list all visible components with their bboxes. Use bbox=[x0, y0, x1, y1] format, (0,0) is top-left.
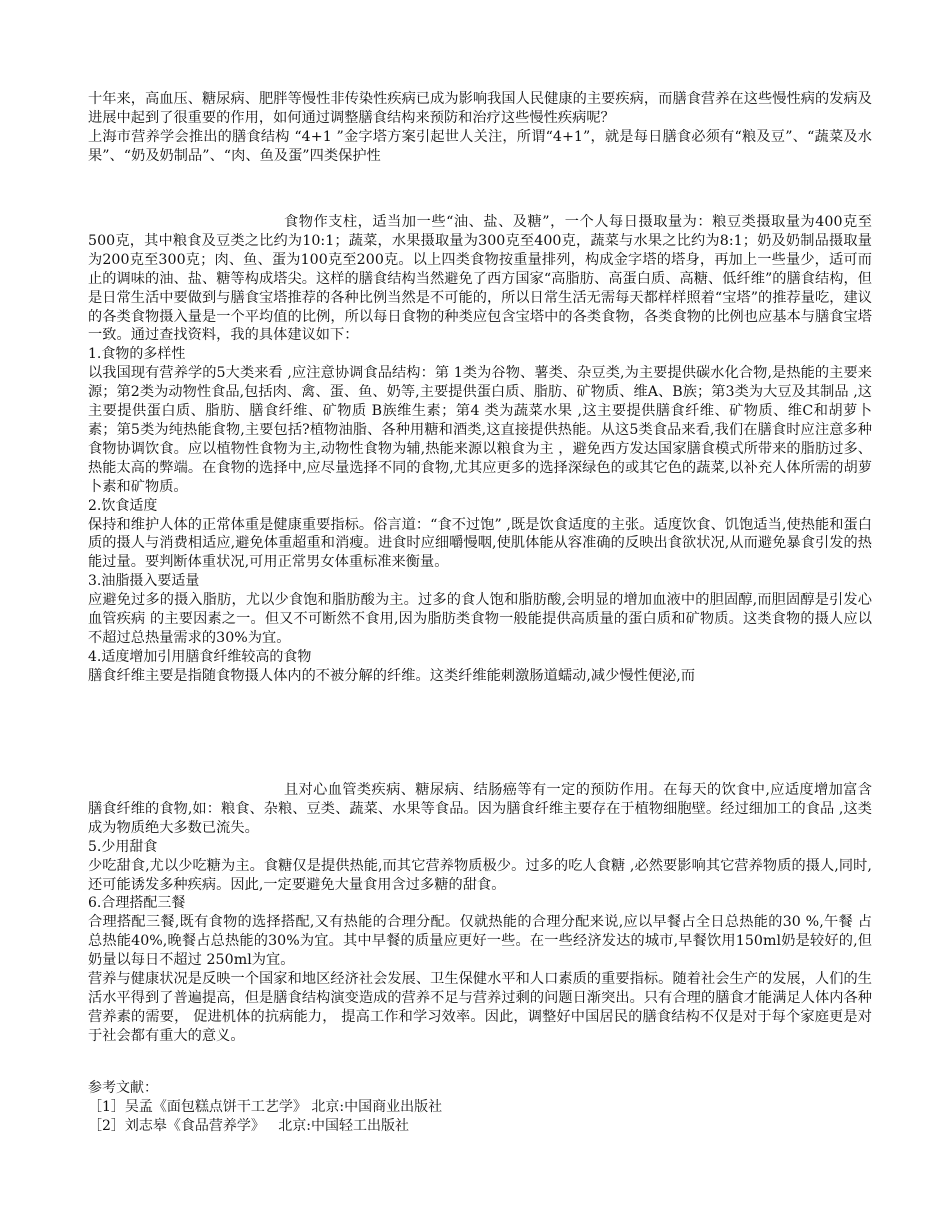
reference-item: ［2］刘志皋《食品营养学》 北京:中国轻工出版社 bbox=[88, 1117, 409, 1134]
intro-paragraph: 十年来，高血压、糖尿病、肥胖等慢性非传染性疾病已成为影响我国人民健康的主要疾病，而膳食营养在这些慢性病的发病及进展中起到了很重要的作用，如何通过调整膳食结构来预防和治疗这些慢性疾病呢？ bbox=[88, 91, 872, 126]
section-heading-fat: 3.油脂摄入要适量 bbox=[88, 573, 200, 590]
section-body-fiber: 膳食纤维主要是指随食物摄人体内的不被分解的纤维。这类纤维能刺激肠道蠕动,减少慢性便泌,而 bbox=[88, 667, 696, 684]
references-section bbox=[88, 1079, 872, 1136]
section-body-meals: 合理搭配三餐,既有食物的选择搭配,又有热能的合理分配。仅就热能的合理分配来说,应以早餐占全日总热能的30 %,午餐 占总热能40%,晚餐占总热能的30%为宜。其中早餐的质量应更好一些。在一些经济发达的城市,早餐饮用150ml奶是较好的,但奶量以每日不超过 250ml为宜。 bbox=[88, 914, 872, 969]
section-body-sugar: 少吃甜食,尤以少吃糖为主。食糖仅是提供热能,而其它营养物质极少。过多的吃人食糖 ,必然要影响其它营养物质的摄人,同时,还可能诱发多种疾病。因此,一定要避免大量食用含过多糖的甜食。 bbox=[88, 857, 872, 893]
conclusion-paragraph: 营养与健康状况是反映一个国家和地区经济社会发展、卫生保健水平和人口素质的重要指标。随着社会生产的发展，人们的生活水平得到了普遍提高，但是膳食结构演变造成的营养不足与营养过剩的问题日渐突出。只有合理的膳食才能满足人体内各种营养素的需要， 促进机体的抗病能力， 提高工作和学习效率。因此，调整好中国居民的膳食结构不仅是对于每个家庭更是对于社会都有重大的意义。 bbox=[88, 971, 872, 1044]
section-heading-fiber: 4.适度增加引用膳食纤维较高的食物 bbox=[88, 648, 312, 665]
section-heading-moderation: 2.饮食适度 bbox=[88, 497, 158, 514]
references-heading: 参考文献： bbox=[88, 1080, 158, 1096]
section-heading-sugar: 5.少用甜食 bbox=[88, 838, 158, 855]
section-body-fat: 应避免过多的摄入脂肪，尤以少食饱和脂肪酸为主。过多的食人饱和脂肪酸,会明显的增加血液中的胆固醇,而胆固醇是引发心血管疾病 的主要因素之一。但又不可断然不食用,因为脂肪类食物一般能提供高质量的蛋白质和矿物质。这类食物的摄人应以不超过总热量需求的30%为宜。 bbox=[88, 592, 872, 646]
section-body-moderation: 保持和维护人体的正常体重是健康重要指标。俗言道：“食不过饱” ,既是饮食适度的主张。适度饮食、饥饱适当,使热能和蛋白质的摄人与消费相适应,避免体重超重和消瘦。进食时应细嚼慢咽,使肌体能从容准确的反映出食欲状况,从而避免暴食引发的热能过量。要判断体重状况,可用正常男女体重标准来衡量。 bbox=[88, 516, 872, 571]
section-body-diversity: 以我国现有营养学的5大类来看 ,应注意协调食品结构：第 1类为谷物、薯类、杂豆类,为主要提供碳水化合物,是热能的主要来源；第2类为动物性食品,包括肉、禽、蛋、鱼、奶等,主要提供蛋白质、脂肪、矿物质、维A、B族；第3类为大豆及其制品 ,这主要提供蛋白质、脂肪、膳食纤维、矿物质 B族维生素；第4 类为蔬菜水果 ,这主要提供膳食纤维、矿物质、维C和胡萝卜素；第5类为纯热能食物,主要包括?植物油脂、各种用糖和酒类,这直接提供热能。从这5类食品来看,我们在膳食时应注意多种食物协调饮食。应以植物性食物为主,动物性食物为辅,热能来源以粮食为主 ，避免西方发达国家膳食模式所带来的脂肪过多、热能太高的弊端。在食物的选择中,应尽量选择不同的食物,尤其应更多的选择深绿色的或其它色的蔬菜,以补充人体所需的胡萝卜素和矿物质。 bbox=[88, 365, 872, 495]
intro-section bbox=[88, 90, 872, 166]
fiber-continued-paragraph: 且对心血管类疾病、糖尿病、结肠癌等有一定的预防作用。在每天的饮食中,应适度增加富含膳食纤维的食物,如：粮食、杂粮、豆类、蔬菜、水果等食品。因为膳食纤维主要存在于植物细胞壁。经过细加工的食品 ,这类成为物质绝大多数已流失。 bbox=[88, 782, 872, 836]
pyramid-intro-paragraph: 上海市营养学会推出的膳食结构 “4+1 ”金字塔方案引起世人关注，所谓“4+1”，就是每日膳食必须有“粮及豆”、“蔬菜及水果”、“奶及奶制品”、“肉、鱼及蛋”四类保护性 bbox=[88, 128, 872, 164]
continued-section bbox=[88, 781, 872, 1046]
pyramid-description-paragraph: 食物作支柱，适当加一些“油、盐、及糖”，一个人每日摄取量为：粮豆类摄取量为400克至500克，其中粮食及豆类之比约为10:1；蔬菜，水果摄取量为300克至400克，蔬菜与水果之比约为8:1；奶及奶制品摄取量为200克至300克；肉、鱼、蛋为100克至200克。以上四类食物按重量排列，构成金字塔的塔身，再加上一些量少，适可而止的调味的油、盐、糖等构成塔尖。这样的膳食结构当然避免了西方国家“高脂肪、高蛋白质、高糖、低纤维”的膳食结构，但是日常生活中要做到与膳食宝塔推荐的各种比例当然是不可能的，所以日常生活无需每天都样样照着“宝塔”的推荐量吃，建议的各类食物摄入量是一个平均值的比例，所以每日食物的种类应包含宝塔中的各类食物，各类食物的比例也应基本与膳食宝塔一致。通过查找资料，我的具体建议如下： bbox=[88, 214, 872, 344]
section-heading-meals: 6.合理搭配三餐 bbox=[88, 895, 186, 912]
main-section bbox=[88, 213, 872, 686]
reference-item: ［1］吴孟《面包糕点饼干工艺学》 北京:中国商业出版社 bbox=[88, 1098, 443, 1115]
section-heading-diversity: 1.食物的多样性 bbox=[88, 346, 186, 363]
